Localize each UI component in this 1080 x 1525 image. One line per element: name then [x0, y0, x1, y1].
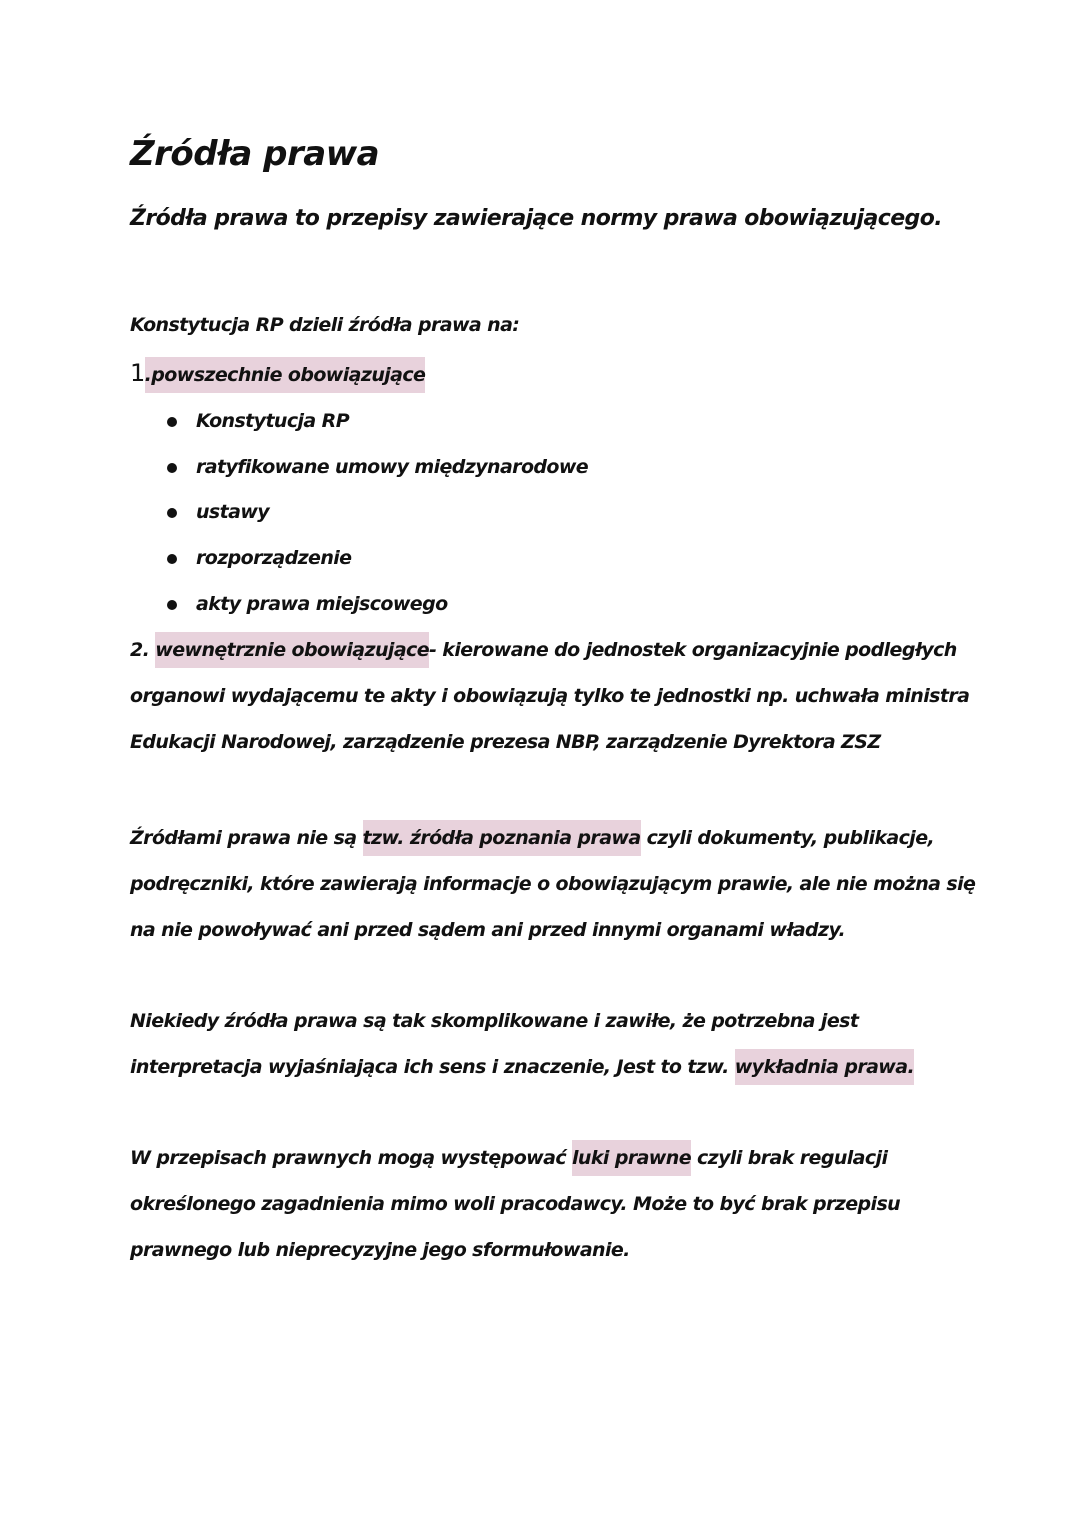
paragraph1-line3: na nie powoływać ani przed sądem ani przed innymi organami władzy.	[130, 919, 846, 941]
paragraph3-line1	[130, 1143, 887, 1173]
paragraph3-line3: prawnego lub nieprecyzyjne jego sformułowanie.	[130, 1239, 630, 1261]
highlight: wewnętrznie obowiązujące	[155, 632, 429, 668]
highlight: luki prawne	[572, 1140, 691, 1176]
paragraph1-line1	[130, 823, 934, 853]
paragraph-text: czyli brak regulacji	[690, 1147, 888, 1169]
intro-text: Konstytucja RP dzieli źródła prawa na:	[130, 314, 520, 336]
section2-text: - kierowane do jednostek organizacyjnie podległych	[428, 639, 957, 661]
paragraph1-line2: podręczniki, które zawierają informacje o obowiązującym prawie, ale nie można się	[130, 873, 976, 895]
list-item-text: ratyfikowane umowy międzynarodowe	[196, 456, 589, 478]
list-item-text: akty prawa miejscowego	[196, 593, 448, 615]
bullet-icon	[167, 417, 177, 427]
paragraph2-line1: Niekiedy źródła prawa są tak skomplikowane i zawiłe, że potrzebna jest	[130, 1010, 859, 1032]
paragraph-text: czyli dokumenty, publikacje,	[640, 827, 935, 849]
page-title: Źródła prawa	[130, 134, 380, 174]
bullet-icon	[167, 463, 177, 473]
section2-number: 2.	[130, 639, 156, 661]
section2-line1	[130, 635, 957, 665]
list-item-text: ustawy	[196, 501, 270, 523]
highlight: wykładnia prawa.	[735, 1049, 914, 1085]
bullet-icon	[167, 554, 177, 564]
page-subtitle: Źródła prawa to przepisy zawierające normy prawa obowiązującego.	[130, 206, 942, 231]
section1-number: 1	[130, 359, 145, 387]
section2-line3: Edukacji Narodowej, zarządzenie prezesa NBP, zarządzenie Dyrektora ZSZ	[130, 731, 881, 753]
section2-line2: organowi wydającemu te akty i obowiązują tylko te jednostki np. uchwała ministra	[130, 685, 970, 707]
paragraph-text: interpretacja wyjaśniająca ich sens i znaczenie, Jest to tzw.	[130, 1056, 735, 1078]
bullet-icon	[167, 600, 177, 610]
section1-heading	[130, 358, 425, 390]
list-item-text: rozporządzenie	[196, 547, 352, 569]
paragraph-text: Źródłami prawa nie są	[130, 827, 363, 849]
highlight: .powszechnie obowiązujące	[145, 357, 426, 393]
list-item-text: Konstytucja RP	[196, 410, 350, 432]
paragraph2-line2	[130, 1052, 914, 1082]
paragraph-text: W przepisach prawnych mogą występować	[130, 1147, 573, 1169]
bullet-icon	[167, 508, 177, 518]
highlight: tzw. źródła poznania prawa	[363, 820, 641, 856]
paragraph3-line2: określonego zagadnienia mimo woli pracodawcy. Może to być brak przepisu	[130, 1193, 901, 1215]
